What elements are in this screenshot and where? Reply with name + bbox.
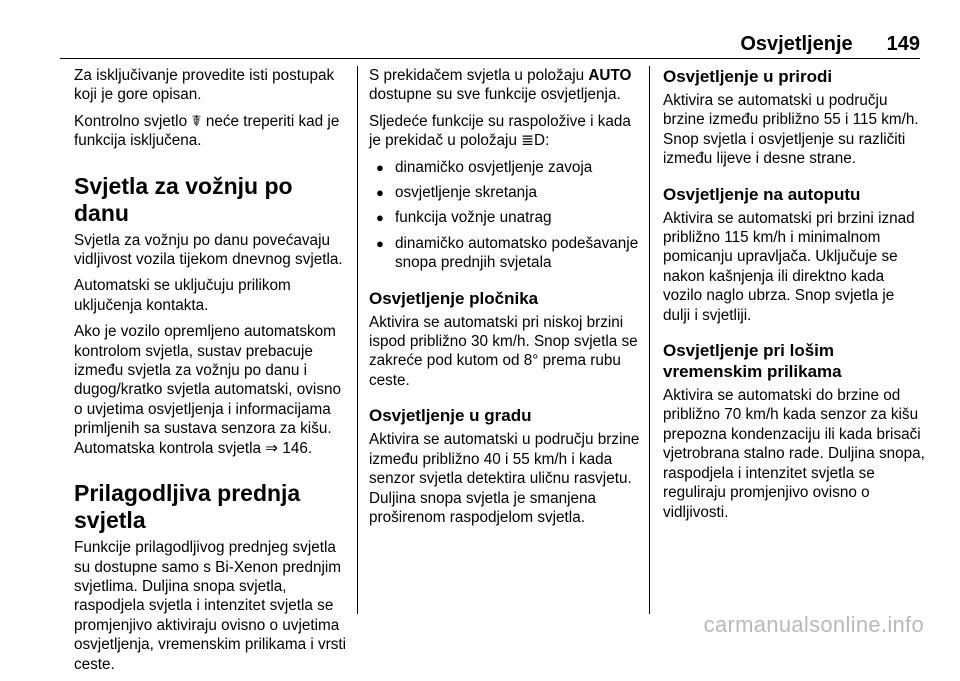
paragraph: Aktivira se automatski u području brzine između približno 55 i 115 km/h. Snop svjetla i osvjetljenje su različiti između lijeve i desne strane. [663,92,919,168]
paragraph: Aktivira se automatski do brzine od približno 70 km/h kada senzor za kišu prepozna kondenzaciju ili kada brisači vjetrobrana stalno rade. Duljina snopa, raspodjela i intenzitet svjetla se reguliraju promjenjivo ovisno o vidljivosti. [663,387,925,521]
heading-sidewalk-lighting: Osvjetljenje pločnika [369,288,539,308]
heading-motorway-lighting: Osvjetljenje na autoputu [663,184,861,204]
function-list [369,158,641,273]
paragraph [369,66,641,105]
text: dostupne su sve funkcije osvjetljenja. [369,86,621,104]
page-header [60,22,920,56]
header-rule [60,58,920,59]
list-item: ● dinamičko automatsko podešavanje snopa prednjih svjetala [369,234,641,273]
column-1 [74,66,350,681]
page-number: 149 [886,33,920,55]
column-divider-2 [649,66,650,614]
list-item: ● dinamičko osvjetljenje zavoja [369,158,641,177]
auto-position-label: AUTO [588,67,632,84]
heading-country-lighting: Osvjetljenje u prirodi [663,67,833,86]
paragraph: Aktivira se automatski pri niskoj brzini ispod približno 30 km/h. Snop svjetla se zakreće pod kutom od 8° prema rubu ceste. [369,313,638,389]
paragraph: Aktivira se automatski pri brzini iznad približno 115 km/h i minimalnom pomicanju upravljača. Uključuje se nakon kašnjenja ili direktno kada vozilo naglo ubrza. Snop svjetla je dulji i svjetliji. [663,209,915,324]
watermark: carmanualsonline.info [703,612,924,637]
heading-bad-weather-lighting: Osvjetljenje pri lošim vremenskim prilikama [663,341,842,382]
paragraph: Kontrolno svjetlo ☤ neće treperiti kad je funkcija isključena. [74,112,340,150]
list-item: ● funkcija vožnje unatrag [369,208,641,227]
heading-city-lighting: Osvjetljenje u gradu [369,406,532,426]
paragraph: Funkcije prilagodljivog prednjeg svjetla su dostupne samo s Bi-Xenon prednjim svjetlima. Duljina snopa svjetla, raspodjela svjetla i intenzitet svjetla se promjenjivo aktiviraju ovisno o uvjetima osvjetljenja, vremenskim prilikama i vrsti ceste. [74,539,347,673]
paragraph: Aktivira se automatski u području brzine između približno 40 i 55 km/h i kada senzor svjetla detektira uličnu rasvjetu. Duljina snopa svjetla je smanjena proširenom raspodjelom svjetla. [369,431,640,526]
text: S prekidačem svjetla u položaju [369,67,585,84]
paragraph: Ako je vozilo opremljeno automatskom kontrolom svjetla, sustav prebacuje između svjetla za vožnju po danu i dugog/kratko svjetla automatski, ovisno o uvjetima osvjetljenja i informacijama primljenih sa sustava senzora za kišu. Automatska kontrola svjetla ⇒ 146. [74,323,341,457]
paragraph: Sljedeće funkcije su raspoložive i kada je prekidač u položaju ≣D: [369,112,631,150]
section-title: Osvjetljenje [740,33,853,55]
list-item: ● osvjetljenje skretanja [369,183,641,202]
paragraph: Za isključivanje provedite isti postupak koji je gore opisan. [74,67,335,104]
paragraph: Automatski se uključuju prilikom uključenja kontakta. [74,277,291,314]
column-2 [369,66,641,534]
paragraph: Svjetla za vožnju po danu povećavaju vidljivost vozila tijekom dnevnog svjetla. [74,231,343,269]
heading-adaptive-headlights: Prilagodljiva prednja svjetla [74,480,301,534]
column-divider-1 [357,66,358,614]
heading-daytime-running-lights: Svjetla za vožnju po danu [74,172,293,226]
column-3 [663,66,925,529]
